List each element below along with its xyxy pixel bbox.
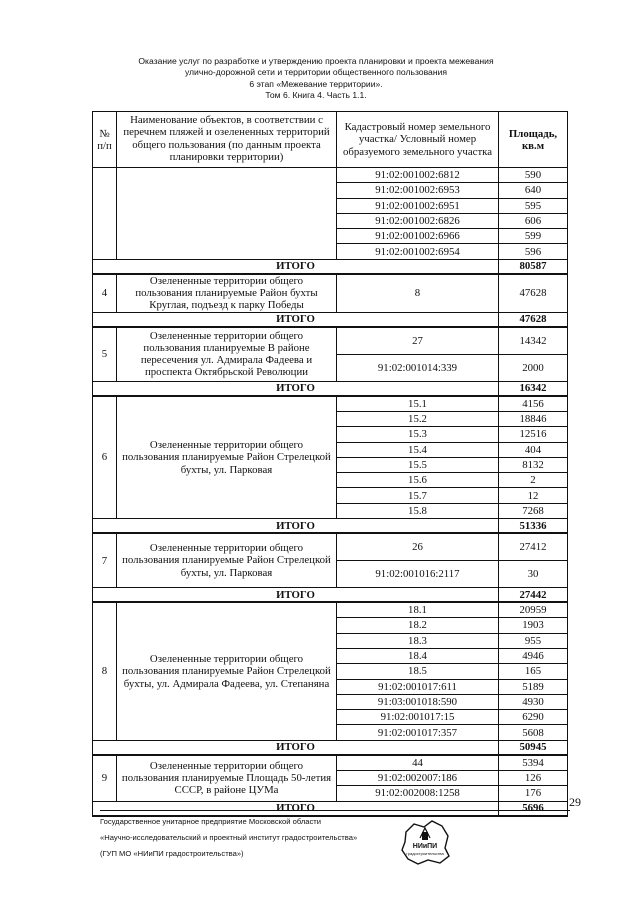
area-cell: 2000 bbox=[499, 354, 568, 381]
row-name-cell: Озелененные территории общего пользования планируемые Район Стрелецкой бухты, ул. Парковая bbox=[117, 533, 337, 588]
cadastral-cell: 91:02:001017:15 bbox=[337, 710, 499, 725]
logo-text-sub: градостроительства bbox=[406, 851, 444, 856]
total-value: 51336 bbox=[499, 519, 568, 534]
cadastral-cell: 91:02:001002:6826 bbox=[337, 213, 499, 228]
table-header-row bbox=[93, 112, 568, 168]
cadastral-cell: 26 bbox=[337, 533, 499, 561]
area-cell: 404 bbox=[499, 442, 568, 457]
col-header-name: Наименование объектов, в соответствии с перечнем пляжей и озелененных территорий общего пользования (по данным проекта планировки территории) bbox=[117, 112, 337, 168]
area-cell: 590 bbox=[499, 168, 568, 183]
area-cell: 1903 bbox=[499, 618, 568, 633]
logo-text-main: НИиПИ bbox=[412, 843, 438, 850]
area-cell: 47628 bbox=[499, 274, 568, 312]
cadastral-cell: 91:02:001016:2117 bbox=[337, 561, 499, 588]
total-label: ИТОГО bbox=[93, 519, 499, 534]
total-label: ИТОГО bbox=[93, 381, 499, 396]
row-name-cell: Озелененные территории общего пользования планируемые Район Стрелецкой бухты, ул. Адмирала Фадеева, ул. Степаняна bbox=[117, 602, 337, 740]
footer-line-2: «Научно-исследовательский и проектный институт градостроительства» bbox=[100, 833, 358, 842]
total-row bbox=[93, 381, 568, 396]
row-name-cell: Озелененные территории общего пользования планируемые Площадь 50-летия СССР, в районе ЦУМа bbox=[117, 755, 337, 801]
area-cell: 599 bbox=[499, 229, 568, 244]
row-name-cell: Озелененные территории общего пользования планируемые Район Стрелецкой бухты, ул. Парковая bbox=[117, 396, 337, 519]
area-cell: 126 bbox=[499, 771, 568, 786]
area-cell: 8132 bbox=[499, 457, 568, 472]
cadastral-cell: 91:02:001017:611 bbox=[337, 679, 499, 694]
cadastral-cell: 91:02:002008:1258 bbox=[337, 786, 499, 801]
header-line-2: улично-дорожной сети и территории общественного пользования bbox=[184, 67, 448, 78]
total-value: 5696 bbox=[499, 801, 568, 816]
institute-logo bbox=[398, 818, 452, 866]
total-row bbox=[93, 588, 568, 603]
row-num-cell: 5 bbox=[93, 327, 117, 382]
area-cell: 595 bbox=[499, 198, 568, 213]
cadastral-cell: 8 bbox=[337, 274, 499, 312]
area-cell: 640 bbox=[499, 183, 568, 198]
row-num-cell bbox=[93, 168, 117, 260]
cadastral-cell: 15.7 bbox=[337, 488, 499, 503]
cadastral-cell: 91:02:001017:357 bbox=[337, 725, 499, 740]
footer-line-3: (ГУП МО «НИиПИ градостроительства») bbox=[100, 849, 244, 858]
area-cell: 18846 bbox=[499, 411, 568, 426]
row-name-cell: Озелененные территории общего пользования планируемые В районе пересечения ул. Адмирала Фадеева и проспекта Октябрьской Революции bbox=[117, 327, 337, 382]
row-num-cell: 8 bbox=[93, 602, 117, 740]
area-cell: 4930 bbox=[499, 694, 568, 709]
table-row bbox=[93, 168, 568, 183]
area-cell: 7268 bbox=[499, 503, 568, 518]
area-cell: 4946 bbox=[499, 648, 568, 663]
cadastral-cell: 15.2 bbox=[337, 411, 499, 426]
footer-line-1: Государственное унитарное предприятие Московской области bbox=[100, 817, 322, 826]
total-value: 47628 bbox=[499, 312, 568, 327]
row-num-cell: 9 bbox=[93, 755, 117, 801]
area-cell: 4156 bbox=[499, 396, 568, 412]
footer bbox=[100, 814, 410, 862]
col-header-cadastral: Кадастровый номер земельного участка/ Условный номер образуемого земельного участка bbox=[337, 112, 499, 168]
area-cell: 30 bbox=[499, 561, 568, 588]
cadastral-cell: 15.5 bbox=[337, 457, 499, 472]
col-header-num: № п/п bbox=[93, 112, 117, 168]
total-label: ИТОГО bbox=[93, 588, 499, 603]
area-cell: 6290 bbox=[499, 710, 568, 725]
area-cell: 955 bbox=[499, 633, 568, 648]
total-label: ИТОГО bbox=[93, 801, 499, 816]
cadastral-cell: 18.2 bbox=[337, 618, 499, 633]
area-cell: 606 bbox=[499, 213, 568, 228]
col-header-area: Площадь, кв.м bbox=[499, 112, 568, 168]
cadastral-cell: 91:03:001018:590 bbox=[337, 694, 499, 709]
cadastral-cell: 91:02:001002:6812 bbox=[337, 168, 499, 183]
header-line-3: 6 этап «Межевание территории». bbox=[249, 78, 383, 89]
cadastral-cell: 27 bbox=[337, 327, 499, 355]
area-cell: 12516 bbox=[499, 427, 568, 442]
cadastral-cell: 15.3 bbox=[337, 427, 499, 442]
cadastral-cell: 91:02:001002:6966 bbox=[337, 229, 499, 244]
table-row bbox=[93, 327, 568, 355]
table-row bbox=[93, 533, 568, 561]
area-cell: 12 bbox=[499, 488, 568, 503]
cadastral-cell: 15.8 bbox=[337, 503, 499, 518]
row-num-cell: 7 bbox=[93, 533, 117, 588]
total-row bbox=[93, 519, 568, 534]
area-cell: 2 bbox=[499, 473, 568, 488]
cadastral-cell: 15.6 bbox=[337, 473, 499, 488]
cadastral-cell: 91:02:001002:6953 bbox=[337, 183, 499, 198]
area-cell: 176 bbox=[499, 786, 568, 801]
row-name-cell: Озелененные территории общего пользования планируемые Район бухты Круглая, подъезд к парку Победы bbox=[117, 274, 337, 312]
total-value: 50945 bbox=[499, 740, 568, 755]
cadastral-cell: 18.4 bbox=[337, 648, 499, 663]
area-cell: 165 bbox=[499, 664, 568, 679]
row-num-cell: 4 bbox=[93, 274, 117, 312]
table-row bbox=[93, 602, 568, 618]
total-row bbox=[93, 312, 568, 327]
area-cell: 5394 bbox=[499, 755, 568, 771]
cadastral-cell: 18.1 bbox=[337, 602, 499, 618]
footer-divider bbox=[100, 810, 570, 811]
total-row bbox=[93, 740, 568, 755]
page-number: 29 bbox=[569, 795, 581, 809]
row-name-cell bbox=[117, 168, 337, 260]
cadastral-cell: 91:02:001002:6951 bbox=[337, 198, 499, 213]
total-label: ИТОГО bbox=[93, 312, 499, 327]
total-value: 16342 bbox=[499, 381, 568, 396]
area-cell: 5189 bbox=[499, 679, 568, 694]
area-cell: 596 bbox=[499, 244, 568, 259]
parcels-table bbox=[92, 111, 568, 817]
header-line-4: Том 6. Книга 4. Часть 1.1. bbox=[265, 89, 367, 100]
row-num-cell: 6 bbox=[93, 396, 117, 519]
table-row bbox=[93, 396, 568, 412]
table-body bbox=[93, 168, 568, 816]
table-row bbox=[93, 274, 568, 312]
total-label: ИТОГО bbox=[93, 740, 499, 755]
area-cell: 20959 bbox=[499, 602, 568, 618]
cadastral-cell: 91:02:001014:339 bbox=[337, 354, 499, 381]
cadastral-cell: 44 bbox=[337, 755, 499, 771]
area-cell: 14342 bbox=[499, 327, 568, 355]
cadastral-cell: 15.4 bbox=[337, 442, 499, 457]
table-row bbox=[93, 755, 568, 771]
total-row bbox=[93, 259, 568, 274]
total-value: 80587 bbox=[499, 259, 568, 274]
area-cell: 27412 bbox=[499, 533, 568, 561]
header-line-1: Оказание услуг по разработке и утверждению проекта планировки и проекта межевания bbox=[138, 56, 494, 66]
area-cell: 5608 bbox=[499, 725, 568, 740]
cadastral-cell: 91:02:002007:186 bbox=[337, 771, 499, 786]
cadastral-cell: 15.1 bbox=[337, 396, 499, 412]
total-value: 27442 bbox=[499, 588, 568, 603]
document-header bbox=[0, 56, 632, 101]
cadastral-cell: 91:02:001002:6954 bbox=[337, 244, 499, 259]
total-label: ИТОГО bbox=[93, 259, 499, 274]
cadastral-cell: 18.3 bbox=[337, 633, 499, 648]
cadastral-cell: 18.5 bbox=[337, 664, 499, 679]
